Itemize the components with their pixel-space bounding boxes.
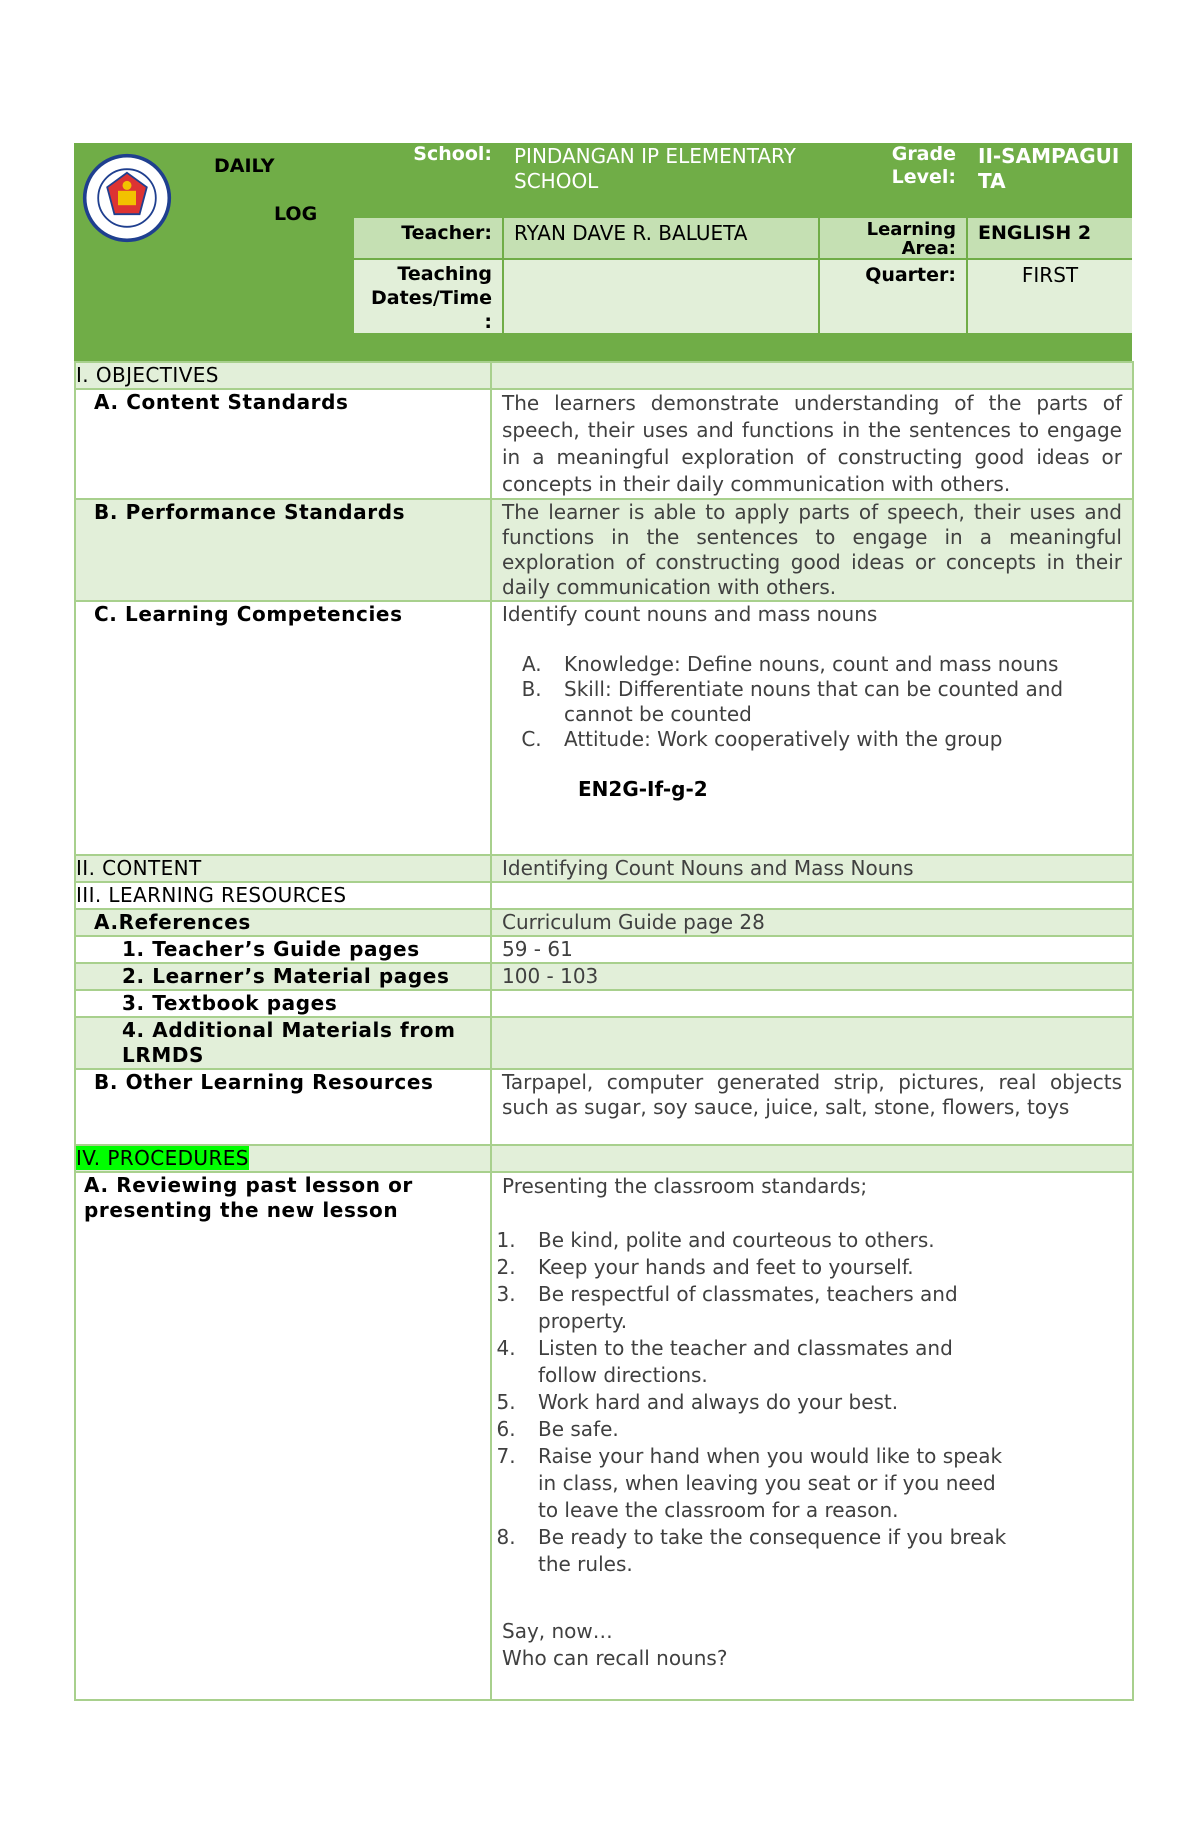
deped-seal-logo <box>82 153 172 243</box>
list-item: 7. Raise your hand when you would like to speak in class, when leaving you seat or if you need to leave the classroom for a reason. <box>522 1443 1012 1524</box>
quarter-label: Quarter: <box>820 260 966 333</box>
textbook-pages-value <box>491 990 1133 1017</box>
classroom-standards-list <box>502 1227 1122 1578</box>
content-standards-value: The learners demonstrate understanding of the parts of speech, their uses and functions in the sentences to engage in a meaningful exploration of constructing good ideas or concepts in their daily communication with others. <box>491 389 1133 499</box>
table-row <box>75 963 1133 990</box>
learning-area-value: ENGLISH 2 <box>968 218 1132 258</box>
recall-question-text: Who can recall nouns? <box>502 1646 728 1670</box>
list-item: B. Skill: Differentiate nouns that can be counted and cannot be counted <box>548 677 1122 727</box>
learners-material-value: 100 - 103 <box>491 963 1133 990</box>
teacher-label: Teacher: <box>354 218 502 258</box>
log-label: LOG <box>274 203 318 225</box>
table-row <box>75 936 1133 963</box>
table-row <box>75 601 1133 855</box>
references-label: A.References <box>75 909 491 936</box>
content-standards-label: A. Content Standards <box>75 389 491 499</box>
teachers-guide-label: 1. Teacher’s Guide pages <box>75 936 491 963</box>
performance-standards-label: B. Performance Standards <box>75 499 491 601</box>
list-item: C. Attitude: Work cooperatively with the group <box>548 727 1122 752</box>
table-row <box>75 1145 1133 1172</box>
teaching-dates-value <box>504 260 818 333</box>
competencies-intro: Identify count nouns and mass nouns <box>502 602 878 626</box>
list-item: 5. Work hard and always do your best. <box>522 1389 1012 1416</box>
other-resources-label: B. Other Learning Resources <box>75 1069 491 1145</box>
list-item: 3. Be respectful of classmates, teachers and property. <box>522 1281 1012 1335</box>
competencies-list <box>502 652 1122 752</box>
grade-level-value: II-SAMPAGUITA <box>968 143 1132 216</box>
teachers-guide-value: 59 - 61 <box>491 936 1133 963</box>
additional-materials-value <box>491 1017 1133 1069</box>
competency-code: EN2G-If-g-2 <box>578 777 708 801</box>
content-heading: II. CONTENT <box>75 855 491 882</box>
table-row <box>75 909 1133 936</box>
list-item: 8. Be ready to take the consequence if you break the rules. <box>522 1524 1012 1578</box>
grade-level-label: Grade Level: <box>891 143 956 188</box>
list-item: 2. Keep your hands and feet to yourself. <box>522 1254 1012 1281</box>
learning-resources-heading: III. LEARNING RESOURCES <box>75 882 491 909</box>
performance-standards-value: The learner is able to apply parts of speech, their uses and functions in the sentences to engage in a meaningful exploration of constructing good ideas or concepts in their daily communication with others. <box>491 499 1133 601</box>
list-item: 1. Be kind, polite and courteous to others. <box>522 1227 1012 1254</box>
learning-area-label: Learning Area: <box>820 218 966 258</box>
table-row <box>75 1017 1133 1069</box>
daily-label: DAILY <box>214 155 275 177</box>
learning-resources-heading-value <box>491 882 1133 909</box>
list-item: 4. Listen to the teacher and classmates and follow directions. <box>522 1335 1012 1389</box>
daily-log-table <box>74 361 1134 1701</box>
other-resources-value: Tarpapel, computer generated strip, pictures, real objects such as sugar, soy sauce, juice, salt, stone, flowers, toys <box>491 1069 1133 1145</box>
table-row <box>75 389 1133 499</box>
learning-competencies-value <box>491 601 1133 855</box>
objectives-heading: I. OBJECTIVES <box>75 362 491 389</box>
table-row <box>75 1172 1133 1700</box>
content-value: Identifying Count Nouns and Mass Nouns <box>491 855 1133 882</box>
table-row <box>75 499 1133 601</box>
table-row <box>75 362 1133 389</box>
school-label: School: <box>413 143 492 165</box>
table-row <box>75 882 1133 909</box>
quarter-value: FIRST <box>968 260 1132 333</box>
teaching-dates-label: Teaching Dates/Time : <box>354 260 502 333</box>
reviewing-lesson-label: A. Reviewing past lesson or presenting the new lesson <box>75 1172 491 1700</box>
procedures-heading-cell <box>75 1145 491 1172</box>
list-item: 6. Be safe. <box>522 1416 1012 1443</box>
school-value: PINDANGAN IP ELEMENTARY SCHOOL <box>504 143 818 216</box>
procedures-heading: IV. PROCEDURES <box>76 1146 249 1170</box>
reviewing-lesson-value <box>491 1172 1133 1700</box>
table-row <box>75 990 1133 1017</box>
list-item: A. Knowledge: Define nouns, count and mass nouns <box>548 652 1122 677</box>
table-row <box>75 1069 1133 1145</box>
learning-competencies-label: C. Learning Competencies <box>75 601 491 855</box>
learners-material-label: 2. Learner’s Material pages <box>75 963 491 990</box>
table-row <box>75 855 1133 882</box>
objectives-heading-value <box>491 362 1133 389</box>
teacher-value: RYAN DAVE R. BALUETA <box>504 218 818 258</box>
standards-intro: Presenting the classroom standards; <box>502 1174 868 1198</box>
textbook-pages-label: 3. Textbook pages <box>75 990 491 1017</box>
additional-materials-label: 4. Additional Materials from LRMDS <box>75 1017 491 1069</box>
procedures-heading-value <box>491 1145 1133 1172</box>
say-now-text: Say, now… <box>502 1619 613 1643</box>
header-block <box>74 143 1132 361</box>
references-value: Curriculum Guide page 28 <box>491 909 1133 936</box>
